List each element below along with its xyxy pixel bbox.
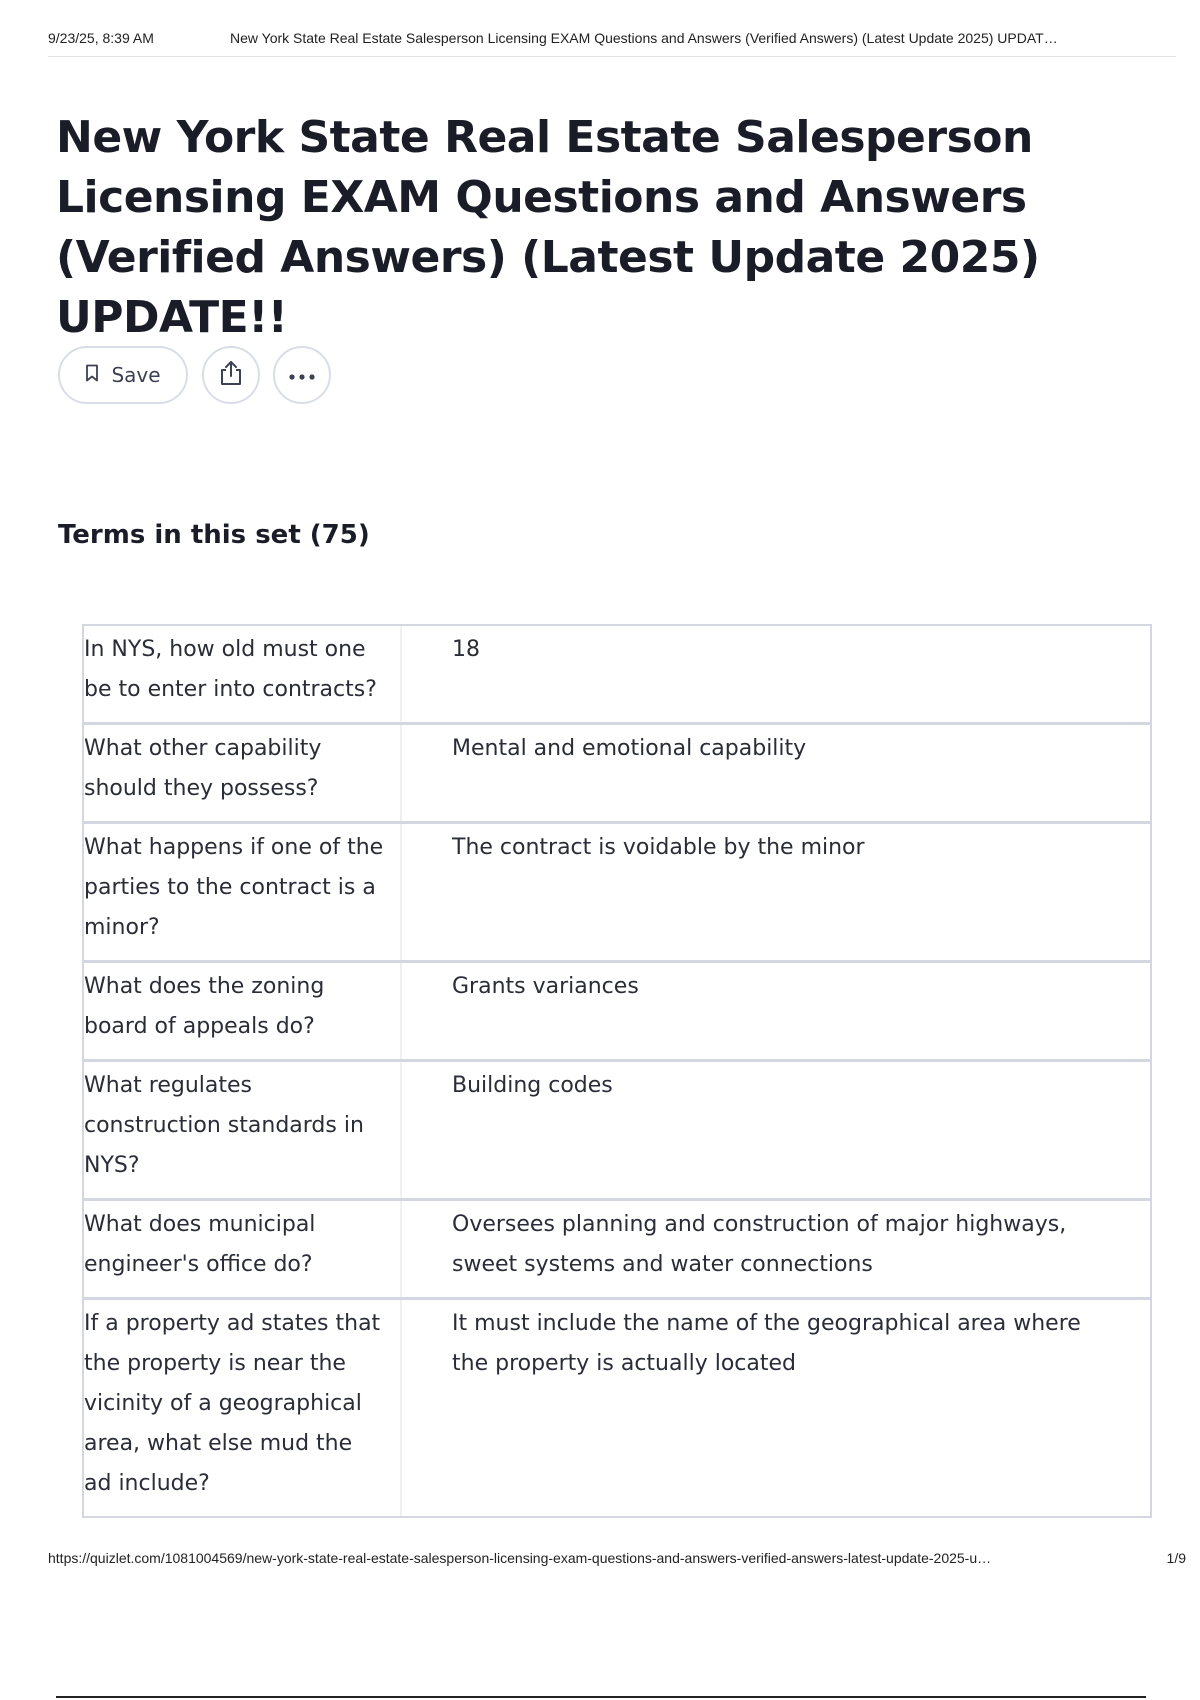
term-row	[84, 1201, 1150, 1300]
term-answer: The contract is voidable by the minor	[452, 835, 865, 860]
term-row	[84, 963, 1150, 1062]
term-question: What does municipal engineer's office do?	[84, 1201, 402, 1297]
terms-section-title: Terms in this set (75)	[58, 520, 370, 550]
share-icon	[218, 359, 244, 391]
print-doc-title: New York State Real Estate Salesperson Licensing EXAM Questions and Answers (Verified Answers) (Latest Update 2025) UPDAT…	[230, 30, 1058, 46]
term-row	[84, 626, 1150, 725]
print-url: https://quizlet.com/1081004569/new-york-state-real-estate-salesperson-licensing-exam-questions-and-answers-verified-answers-latest-update-2025-u…	[48, 1550, 992, 1566]
page-title: New York State Real Estate Salesperson Licensing EXAM Questions and Answers (Verified Answers) (Latest Update 2025) UPDATE!!	[56, 112, 1040, 343]
term-answer: Oversees planning and construction of major highways, sweet systems and water connections	[452, 1212, 1067, 1277]
save-button-label: Save	[111, 363, 161, 387]
print-datetime: 9/23/25, 8:39 AM	[48, 30, 154, 46]
term-answer: It must include the name of the geographical area where the property is actually located	[452, 1311, 1081, 1376]
term-row	[84, 725, 1150, 824]
term-question: What other capability should they possess?	[84, 725, 402, 821]
term-row	[84, 1300, 1150, 1516]
term-question: What does the zoning board of appeals do?	[84, 963, 402, 1059]
term-row	[84, 1062, 1150, 1201]
term-question: If a property ad states that the property is near the vicinity of a geographical area, what else mud the ad include?	[84, 1300, 402, 1516]
print-header	[48, 30, 1176, 57]
term-question: What happens if one of the parties to the contract is a minor?	[84, 824, 402, 960]
term-answer: Grants variances	[452, 974, 639, 999]
term-row	[84, 824, 1150, 963]
bookmark-icon	[85, 363, 99, 387]
term-answer: 18	[452, 637, 480, 662]
divider	[56, 1696, 1146, 1698]
save-button[interactable]	[58, 346, 188, 404]
term-question: In NYS, how old must one be to enter into contracts?	[84, 626, 402, 722]
terms-table	[82, 624, 1152, 1518]
term-answer: Building codes	[452, 1073, 613, 1098]
more-horizontal-icon	[288, 366, 316, 385]
term-answer: Mental and emotional capability	[452, 736, 807, 761]
more-options-button[interactable]	[273, 346, 331, 404]
page-number: 1/9	[1166, 1550, 1186, 1566]
term-question: What regulates construction standards in NYS?	[84, 1062, 402, 1198]
print-footer	[48, 1550, 1186, 1572]
share-button[interactable]	[202, 346, 260, 404]
